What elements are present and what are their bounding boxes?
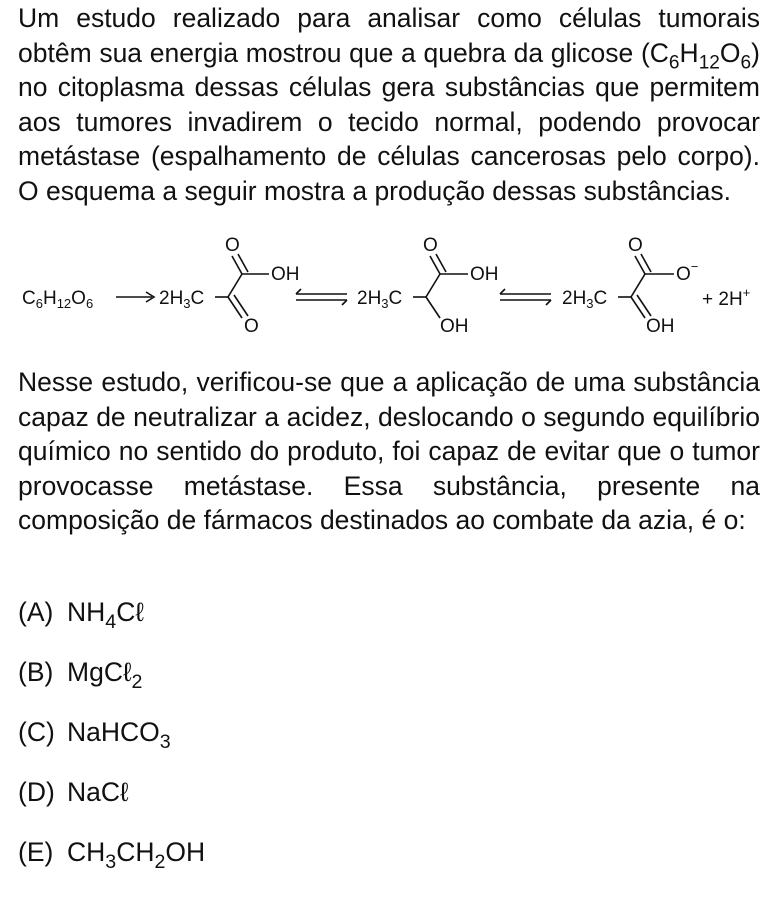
carbonyl-oxygen-label: O: [423, 235, 438, 256]
hydroxyl-label: OH: [271, 264, 300, 285]
intro-text-before-formula: Um estudo realizado para analisar como células tumorais obtêm sua energia mostrou que a quebra da glicose (: [18, 3, 760, 68]
option-formula: NaCℓ: [67, 777, 129, 807]
option-formula: $CH_3CH_2OH$: [67, 837, 206, 874]
option-a[interactable]: [18, 590, 205, 650]
hydrogen-ions-label: + 2H+: [702, 285, 751, 310]
formula-subscript: 12: [698, 52, 720, 74]
option-b[interactable]: [18, 650, 205, 710]
equilibrium-arrow: [296, 289, 347, 305]
formula-element: C: [649, 37, 669, 68]
option-e[interactable]: [18, 830, 205, 890]
option-letter: (C): [18, 717, 55, 747]
option-letter: (D): [18, 777, 55, 807]
formula-element: O: [719, 37, 741, 68]
carboxylate-oxygen-label: O−: [676, 259, 699, 285]
intro-text-after-formula: ) no citoplasma dessas células gera substâncias que permitem aos tumores invadirem o tecido normal, podendo provocar metástase (espalhamento de células cancerosas pelo corpo). O esquema a seguir mostra a produção dessas substâncias.: [18, 37, 760, 206]
methyl-group-label: $2H_3C$: [562, 288, 608, 311]
formula-element: H: [679, 37, 699, 68]
option-d[interactable]: [18, 770, 205, 830]
alcohol-hydroxyl-label: OH: [440, 316, 469, 337]
reaction-scheme: [14, 228, 774, 348]
option-letter: (E): [18, 837, 54, 867]
pyruvic-acid-structure: [159, 235, 300, 337]
answer-options: [18, 590, 205, 890]
hydroxyl-label: OH: [470, 264, 499, 285]
option-formula: MgCℓ$_2$: [67, 657, 143, 694]
question-intro-paragraph: [18, 1, 760, 208]
formula-subscript: 6: [668, 52, 680, 74]
question-stem-paragraph: Nesse estudo, verificou-se que a aplicação de uma substância capaz de neutralizar a acidez, deslocando o segundo equilíbrio químico no sentido do produto, foi capaz de evitar que o tumor provocasse metástase. Essa substância, presente na composição de fármacos destinados ao combate da azia, é o:: [18, 367, 760, 535]
equilibrium-arrow: [500, 289, 551, 305]
carbonyl-oxygen-label: O: [628, 235, 643, 256]
methyl-group-label: $2H_3C$: [159, 288, 205, 311]
option-formula: NaHCO$_3$: [67, 717, 171, 754]
lactic-acid-structure: [357, 235, 499, 337]
carbonyl-oxygen-label: O: [225, 235, 240, 256]
ketone-oxygen-label: O: [244, 316, 259, 337]
option-formula: $NH_4C\ell$: [67, 597, 144, 634]
formula-subscript: 6: [740, 52, 752, 74]
hydroxyl-label: OH: [646, 316, 675, 337]
reaction-arrow: [116, 292, 154, 302]
glucose-label: $C_6H_{12}O_6$: [22, 288, 94, 311]
methyl-group-label: $2H_3C$: [357, 288, 403, 311]
option-letter: (B): [18, 657, 54, 687]
lactate-structure: [562, 235, 698, 337]
glucose-formula: [649, 37, 752, 74]
option-c[interactable]: [18, 710, 205, 770]
option-letter: (A): [18, 597, 54, 627]
